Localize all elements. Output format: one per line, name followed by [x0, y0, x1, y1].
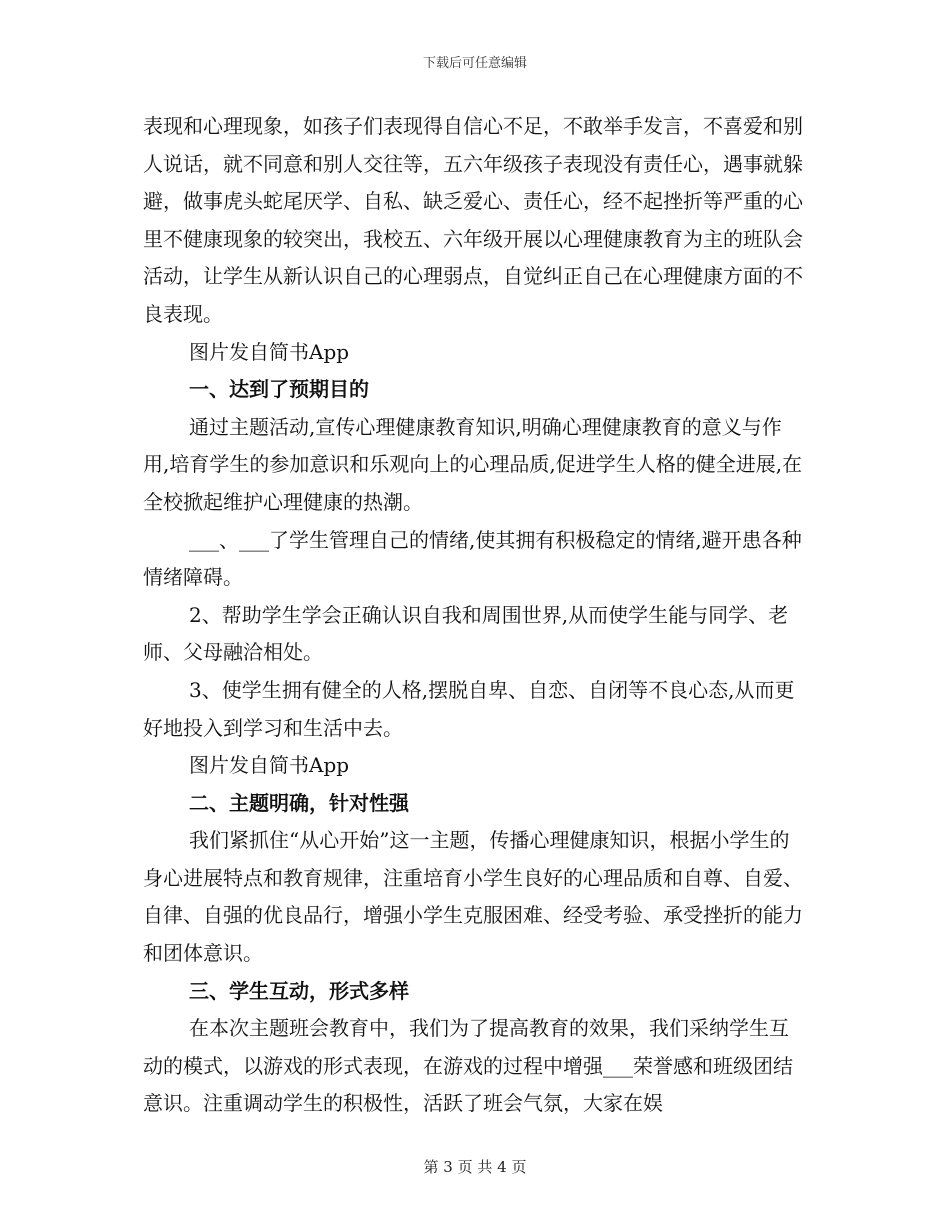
- document-body: [143, 108, 803, 1123]
- paragraph-3: ___、___了学生管理自己的情绪,使其拥有积极稳定的情绪,避开患各种情绪障碍。: [143, 527, 802, 590]
- section-heading-2: 二、主题明确，针对性强: [189, 790, 409, 815]
- paragraph-7: 在本次主题班会教育中，我们为了提高教育的效果，我们采纳学生互动的模式，以游戏的形式表现，在游戏的过程中增强___荣誉感和班级团结意识。注重调动学生的积极性，活跃了班会气氛，大家在娱: [143, 1016, 793, 1116]
- image-caption-2: 图片发自简书App: [189, 753, 350, 778]
- section-heading-3: 三、学生互动，形式多样: [189, 978, 409, 1003]
- page-header: 下载后可任意编辑: [422, 56, 527, 71]
- paragraph-2: 通过主题活动,宣传心理健康教育知识,明确心理健康教育的意义与作用,培育学生的参加意识和乐观向上的心理品质,促进学生人格的健全进展,在全校掀起维护心理健康的热潮。: [143, 414, 803, 514]
- paragraph-6: 我们紧抓住“从心开始”这一主题，传播心理健康知识，根据小学生的身心进展特点和教育规律，注重培育小学生良好的心理品质和自尊、自爱、自律、自强的优良品行，增强小学生克服困难、经受考验、承受挫折的能力和团体意识。: [143, 828, 803, 966]
- paragraph-4: 2、帮助学生学会正确认识自我和周围世界,从而使学生能与同学、老师、父母融洽相处。: [143, 602, 789, 665]
- page-footer: 第 3 页 共 4 页: [423, 1158, 527, 1176]
- section-heading-1: 一、达到了预期目的: [189, 377, 369, 402]
- paragraph-5: 3、使学生拥有健全的人格,摆脱自卑、自恋、自闭等不良心态,从而更好地投入到学习和生活中去。: [143, 677, 795, 740]
- paragraph-1: 表现和心理现象，如孩子们表现得自信心不足，不敢举手发言，不喜爱和别人说话，就不同意和别人交往等，五六年级孩子表现没有责任心，遇事就躲避，做事虎头蛇尾厌学、自私、缺乏爱心、责任心，经不起挫折等严重的心里不健康现象的较突出，我校五、六年级开展以心理健康教育为主的班队会活动，让学生从新认识自己的心理弱点，自觉纠正自己在心理健康方面的不良表现。: [143, 114, 803, 326]
- image-caption-1: 图片发自简书App: [189, 339, 350, 364]
